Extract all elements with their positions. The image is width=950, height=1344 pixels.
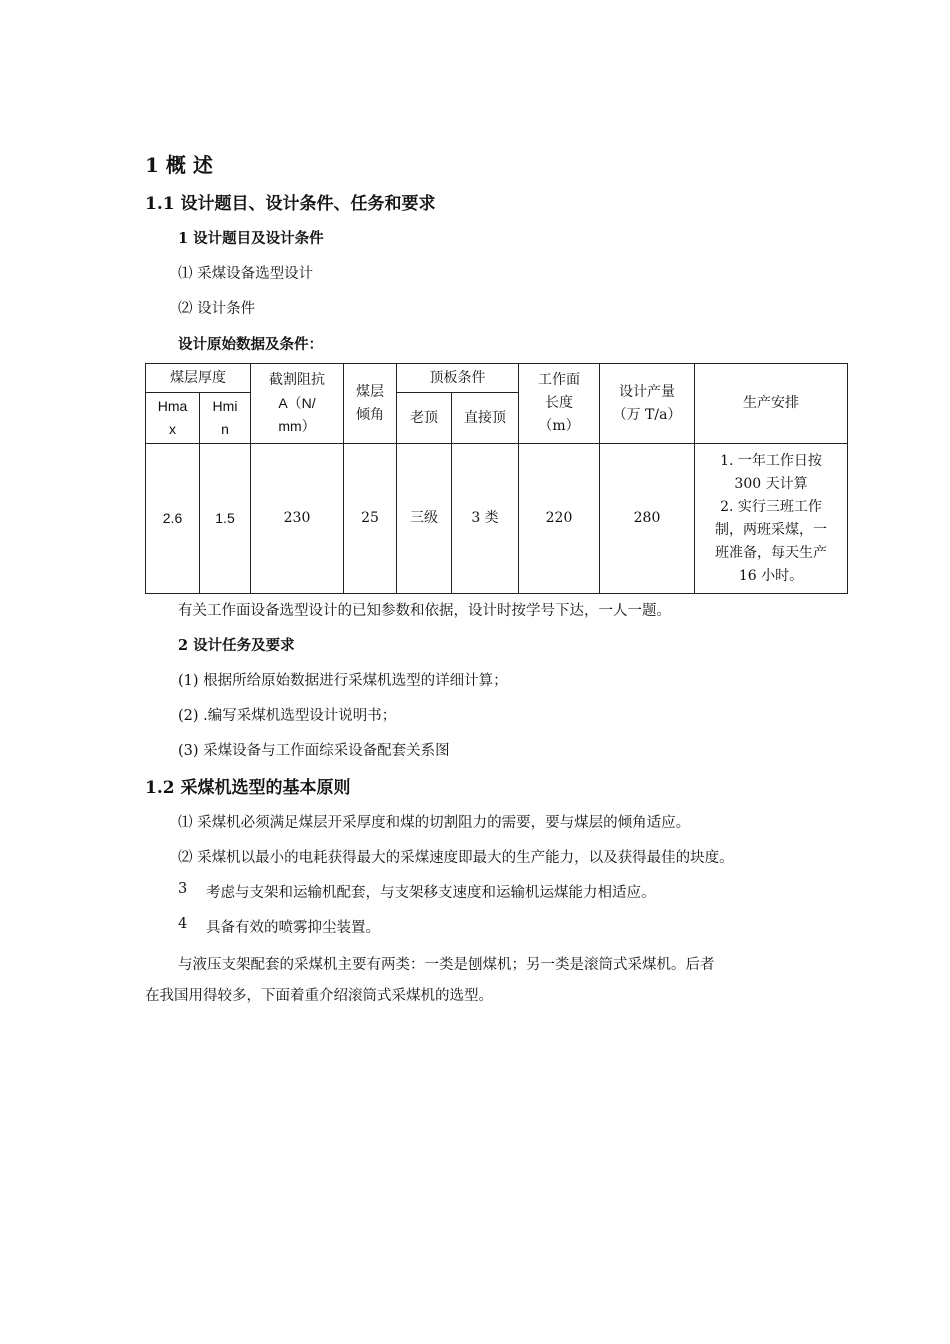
paragraph-line-1: 与液压支架配套的采煤机主要有两类：一类是刨煤机；另一类是滚筒式采煤机。后者 bbox=[178, 957, 715, 973]
design-data-table bbox=[145, 363, 848, 594]
header-hmin: Hmi n bbox=[200, 393, 251, 444]
heading-1: 1 概 述 bbox=[145, 153, 213, 177]
principle-item-1: ⑴ 采煤机必须满足煤层开采厚度和煤的切割阻力的需要，要与煤层的倾角适应。 bbox=[178, 815, 691, 831]
paragraph-line-2: 在我国用得较多，下面着重介绍滚筒式采煤机的选型。 bbox=[145, 988, 493, 1004]
subheading-design-topic: 1 设计题目及设计条件 bbox=[178, 230, 324, 247]
list-item-topic: ⑴ 采煤设备选型设计 bbox=[178, 266, 314, 282]
task-item-2: (2) .编写采煤机选型设计说明书； bbox=[178, 708, 397, 724]
principle-item-3: 考虑与支架和运输机配套，与支架移支速度和运输机运煤能力相适应。 bbox=[206, 885, 656, 901]
header-seam-thickness: 煤层厚度 bbox=[146, 364, 251, 393]
principle-item-4: 具备有效的喷雾抑尘装置。 bbox=[206, 920, 380, 936]
header-seam-dip: 煤层 倾角 bbox=[344, 364, 397, 444]
header-design-output: 设计产量 （万 T/a） bbox=[600, 364, 695, 444]
header-cutting-resistance: 截割阻抗 A（N/ mm） bbox=[251, 364, 344, 444]
cell-direct-roof: 3 类 bbox=[452, 444, 519, 594]
data-table-title: 设计原始数据及条件： bbox=[178, 336, 323, 353]
header-roof-conditions: 顶板条件 bbox=[397, 364, 519, 393]
table-note: 有关工作面设备选型设计的已知参数和依据，设计时按学号下达，一人一题。 bbox=[178, 603, 671, 619]
cell-face-length: 220 bbox=[519, 444, 600, 594]
table-header-row bbox=[146, 364, 848, 393]
heading-1-1: 1.1 设计题目、设计条件、任务和要求 bbox=[145, 194, 436, 214]
task-item-3: (3) 采煤设备与工作面综采设备配套关系图 bbox=[178, 743, 450, 759]
cell-seam-dip: 25 bbox=[344, 444, 397, 594]
principle-item-3-number: 3 bbox=[178, 881, 188, 897]
list-item-conditions: ⑵ 设计条件 bbox=[178, 301, 256, 317]
cell-design-output: 280 bbox=[600, 444, 695, 594]
subheading-tasks: 2 设计任务及要求 bbox=[178, 637, 295, 654]
header-production-schedule: 生产安排 bbox=[695, 364, 848, 444]
cell-old-roof: 三级 bbox=[397, 444, 452, 594]
cell-cutting-resistance: 230 bbox=[251, 444, 344, 594]
header-old-roof: 老顶 bbox=[397, 393, 452, 444]
cell-hmin: 1.5 bbox=[200, 444, 251, 594]
header-direct-roof: 直接顶 bbox=[452, 393, 519, 444]
cell-hmax: 2.6 bbox=[146, 444, 200, 594]
principle-item-4-number: 4 bbox=[178, 916, 188, 932]
cell-production-schedule: 1. 一年工作日按 300 天计算 2. 实行三班工作 制，两班采煤，一 班准备，每天生产 16 小时。 bbox=[695, 444, 848, 594]
table-data-row bbox=[146, 444, 848, 594]
principle-item-2: ⑵ 采煤机以最小的电耗获得最大的采煤速度即最大的生产能力，以及获得最佳的块度。 bbox=[178, 850, 734, 866]
header-hmax: Hma x bbox=[146, 393, 200, 444]
heading-1-2: 1.2 采煤机选型的基本原则 bbox=[145, 778, 351, 798]
header-face-length: 工作面 长度 （m） bbox=[519, 364, 600, 444]
task-item-1: (1) 根据所给原始数据进行采煤机选型的详细计算； bbox=[178, 673, 508, 689]
